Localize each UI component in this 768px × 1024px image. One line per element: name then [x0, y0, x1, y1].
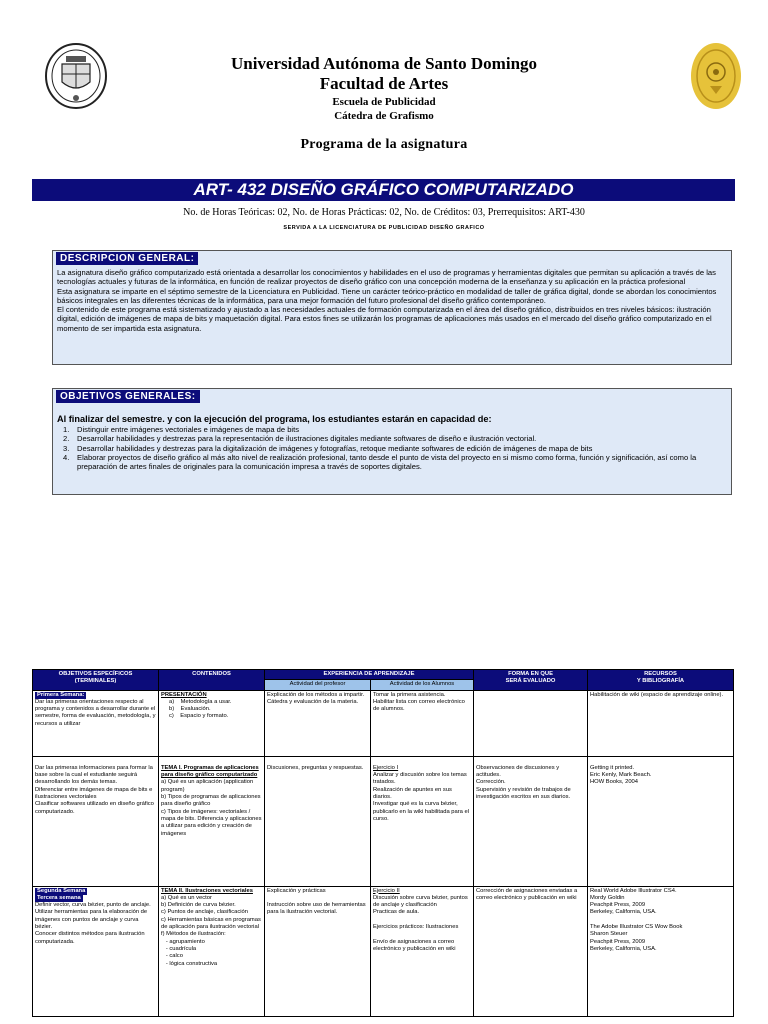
description-paragraph: La asignatura diseño gráfico computarizado está orientada a desarrollar los conocimientos y habilidades en el uso de programas y herramientas digitales que permitan su aplicación a través de las tecnologías actuales y futuras de la informática, en función de realizar proyectos de diseño gráfico con una concepción moderna de la enseñanza y su aplicación en la práctica profesional: [57, 268, 716, 287]
cell-resources: [588, 886, 734, 1016]
cell-teacher: [265, 886, 371, 1016]
objective-number: 2.: [63, 434, 70, 444]
cell-text: Dar las primeras informaciones para formar la base sobre la cual el estudiante seguirá desarrollando los demás temas. Diferenciar entre imágenes de mapa de bits e ilustraciones vectoriales Clasificar softwares utilizado en diseño gráfico computarizado.: [35, 764, 154, 815]
serves-line: SERVIDA A LA LICENCIATURA DE PUBLICIDAD DISEÑO GRAFICO: [283, 225, 485, 231]
cell-objectives: [33, 756, 159, 886]
header-students: Actividad de los Alumnos: [371, 680, 474, 690]
description-paragraph: El contenido de este programa está sistematizado y ajustado a las necesidades actuales de formación computarizada en el área del diseño gráfico, distribuidos en tres niveles básicos: ilustración digital, edición de imágenes de mapa de bits y maquetación digital. Para estos fines se utilizarán los programas de aplicaciones más usados en el mercado del diseño gráfico computarizado en el momento de ser impartida esta asignatura.: [57, 305, 712, 333]
table-row: [33, 756, 734, 886]
objective-text: Distinguir entre imágenes vectoriales e imágenes de mapa de bits: [77, 425, 300, 434]
cell-text: Explicación de los métodos a impartir. Cátedra y evaluación de la materia.: [267, 691, 365, 705]
cell-contents: [159, 756, 265, 886]
cell-text: Discusiones, preguntas y respuestas.: [267, 764, 364, 771]
objective-item: [63, 434, 737, 444]
cell-evaluation: [474, 886, 588, 1016]
cell-objectives: [33, 886, 159, 1016]
cell-students: [371, 886, 474, 1016]
objectives-box: [52, 388, 732, 495]
description-box: [52, 250, 732, 365]
header-contents: CONTENIDOS: [159, 670, 265, 691]
cell-text: Analizar y discusión sobre los temas tratados. Realización de apuntes en sus diarios. Investigar qué es la curva bézier, publicarlo en la wiki habilitada para el curso.: [373, 772, 470, 822]
content-title: TEMA I. Programas de aplicaciones para diseño gráfico computarizado: [161, 764, 259, 779]
cell-text: a) Qué es un vector b) Definición de curva bézier. c) Puntos de anclaje, clasificación c) Herramientas básicas en programas de aplicación para ilustración vectorial f) Métodos de ilustración: - agrupamiento - cuadrícula - calco - lógica constructiva: [161, 894, 261, 967]
cell-text: Habilitación de wiki (espacio de aprendizaje online).: [590, 691, 724, 698]
exercise-title: Ejercicio I: [373, 764, 399, 771]
objective-item: [63, 443, 737, 453]
program-title: Programa de la asignatura: [300, 137, 468, 152]
header-teacher: Actividad del profesor: [265, 680, 371, 690]
cell-evaluation: [474, 756, 588, 886]
description-text: [57, 268, 727, 333]
objective-text: Desarrollar habilidades y destrezas para la digitalización de imágenes y fotografías, retoque mediante softwares de edición de imágenes de mapa de bits: [77, 443, 593, 453]
table-header-row: [33, 670, 734, 680]
faculty-name: Facultad de Artes: [319, 74, 449, 93]
objectives-intro: Al finalizar del semestre. y con la ejecución del programa, los estudiantes estarán en capacidad de:: [57, 414, 492, 424]
objective-text: Elaborar proyectos de diseño gráfico al más alto nivel de realización profesional, tanto desde el punto de vista del proyecto en si mismo como forma, función y significación, así como la preparación de artes finales de originales para la comunicación impresa a través de soportes digitales.: [77, 452, 697, 472]
week-tag: Segunda Semana: [37, 887, 86, 894]
objective-item: [63, 452, 737, 472]
cell-students: [371, 756, 474, 886]
objectives-list: [57, 425, 737, 471]
cell-text: Dar las primeras orientaciones respecto al programa y contenidos a desarrollar durante el semestre, forma de evaluación, metodología, y recursos a utilizar: [35, 698, 158, 727]
cell-text: Corrección de asignaciones enviadas a correo electrónico y publicación en wiki: [476, 887, 579, 901]
cell-text: Getting it printed. Eric Kenly, Mark Beach. HOW Books, 2004: [590, 764, 652, 786]
content-title: PRESENTACIÓN: [161, 691, 207, 698]
exercise-title: Ejercicio II: [373, 887, 400, 894]
hours-line: No. de Horas Teóricas: 02, No. de Horas Prácticas: 02, No. de Créditos: 03, Prerrequisitos: ART-430: [183, 207, 585, 218]
objectives-heading: OBJETIVOS GENERALES:: [56, 390, 200, 403]
objective-text: Desarrollar habilidades y destrezas para la representación de ilustraciones digitales mediante softwares de diseño e ilustración vectorial.: [77, 434, 537, 444]
table-row: [33, 690, 734, 756]
header-objectives: OBJETIVOS ESPECÍFICOS (TERMINALES): [33, 670, 159, 691]
cell-contents: [159, 690, 265, 756]
cell-text: Discusión sobre curva bézier, puntos de anclaje y clasificación Practicas de aula. Ejercicios prácticos: Ilustraciones Envío de asignaciones a correo electrónico y publicación en wiki: [373, 894, 468, 952]
description-paragraph: Esta asignatura se imparte en el séptimo semestre de la Licenciatura en Publicidad. Tiene un carácter teórico-práctico en modalidad de taller de gráfica digital, donde se abordan los conocimientos básicos integrales en las diferentes técnicas de la informática, para una mejor formación del futuro profesional del diseño gráfico contemporáneo.: [57, 286, 717, 305]
objective-number: 4.: [63, 452, 70, 462]
content-title: TEMA II. Ilustraciones vectoriales: [161, 887, 253, 894]
cell-text: Explicación y prácticas Instrucción sobre uso de herramientas para la ilustración vectorial.: [267, 887, 366, 916]
cell-text: Observaciones de discusiones y actitudes. Corrección. Supervisión y revisión de trabajos de investigación escritos en sus diarios.: [476, 764, 571, 801]
header-evaluation: FORMA EN QUE SERÁ EVALUADO: [474, 670, 588, 691]
cell-text: a) Metodología a usar. b) Evaluación. c) Espacio y formato.: [169, 698, 232, 720]
cell-students: [371, 690, 474, 756]
header-resources: RECURSOS Y BIBLIOGRAFÍA: [588, 670, 734, 691]
cell-resources: [588, 690, 734, 756]
objective-number: 3.: [63, 443, 70, 453]
course-plan-table: [32, 669, 734, 1017]
cell-teacher: [265, 756, 371, 886]
cell-contents: [159, 886, 265, 1016]
chair-name: Cátedra de Grafismo: [334, 110, 434, 122]
week-tag: Tercera semana: [37, 894, 81, 901]
cell-teacher: [265, 690, 371, 756]
university-name: Universidad Autónoma de Santo Domingo: [230, 54, 538, 73]
table-row: [33, 886, 734, 1016]
cell-objectives: [33, 690, 159, 756]
school-name: Escuela de Publicidad: [332, 96, 436, 108]
cell-text: Real World Adobe Illustrator CS4. Mordy Goldin Peachpit Press, 2009 Berkeley, California, USA. The Adobe Illustrator CS Wow Book Sharon Steuer Peachpit Press, 2009 Berkeley, California, USA.: [590, 887, 683, 952]
week-tag: Primera Semana:: [37, 691, 85, 698]
cell-text: Definir vector, curva bézier, punto de anclaje. Utilizar herramientas para la elaboración de imágenes con puntos de anclaje y curva bézier. Conocer distintos métodos para ilustración computarizada.: [35, 902, 151, 945]
objective-item: [63, 425, 737, 434]
description-heading: DESCRIPCION GENERAL:: [56, 252, 198, 265]
cell-evaluation: [474, 690, 588, 756]
objective-number: 1.: [63, 425, 70, 434]
cell-text: Tomar la primera asistencia. Habilitar lista con correo electrónico de alumnos.: [373, 691, 465, 713]
course-title: ART- 432 DISEÑO GRÁFICO COMPUTARIZADO: [32, 179, 735, 201]
header-experience: EXPERIENCIA DE APRENDIZAJE: [265, 670, 474, 680]
cell-text: a) Qué es un aplicación (application program) b) Tipos de programas de aplicaciones para diseño gráfico c) Tipos de imágenes: vectoriales / mapa de bits. Diferencia y aplicaciones a utilizar para edición y creación de imágenes: [161, 779, 262, 837]
cell-resources: [588, 756, 734, 886]
